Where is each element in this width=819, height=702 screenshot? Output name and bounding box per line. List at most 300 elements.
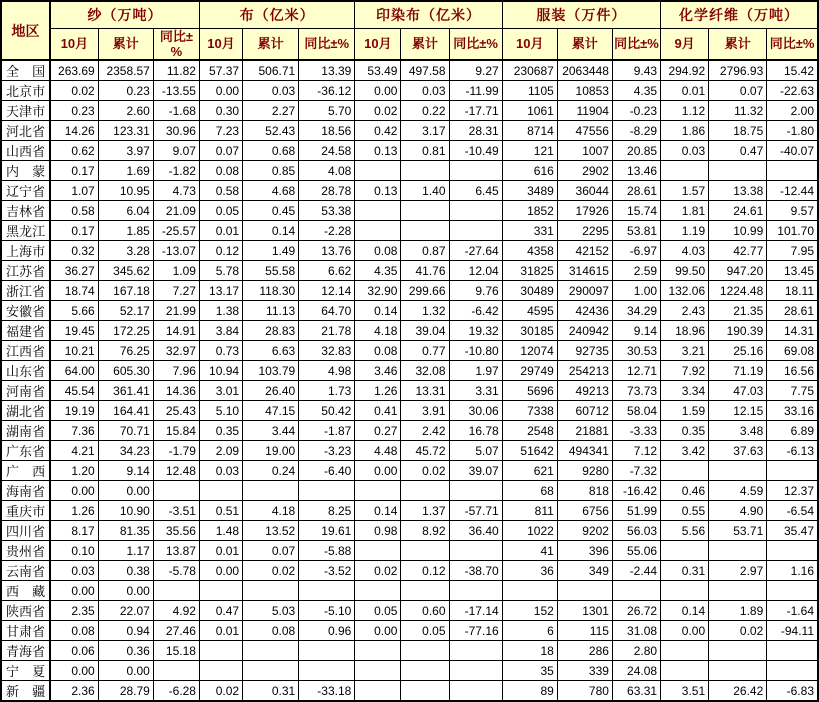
value-cell [243, 641, 299, 661]
group-header: 印染布（亿米） [355, 1, 502, 28]
value-cell: 24.58 [299, 141, 355, 161]
value-cell [401, 681, 449, 702]
value-cell: 0.00 [98, 581, 153, 601]
value-cell [661, 661, 709, 681]
value-cell: 19.45 [50, 321, 98, 341]
value-cell: 494341 [557, 441, 612, 461]
column-header: 同比±% [299, 28, 355, 60]
value-cell [401, 161, 449, 181]
value-cell: 1.38 [199, 301, 242, 321]
value-cell [612, 581, 660, 601]
value-cell: 19.00 [243, 441, 299, 461]
value-cell: 9.14 [98, 461, 153, 481]
value-cell: 361.41 [98, 381, 153, 401]
value-cell [355, 201, 401, 221]
value-cell: 0.05 [401, 621, 449, 641]
region-column-header: 地区 [1, 1, 50, 60]
value-cell: 0.23 [50, 101, 98, 121]
region-cell: 浙江省 [1, 281, 50, 301]
value-cell: 68 [502, 481, 557, 501]
value-cell: 30185 [502, 321, 557, 341]
value-cell: -25.57 [153, 221, 199, 241]
value-cell: 28.83 [243, 321, 299, 341]
value-cell: 0.14 [355, 301, 401, 321]
value-cell: -10.49 [449, 141, 502, 161]
value-cell: 13.87 [153, 541, 199, 561]
value-cell [709, 581, 767, 601]
region-cell: 江苏省 [1, 261, 50, 281]
value-cell: 47.15 [243, 401, 299, 421]
value-cell [355, 581, 401, 601]
table-row [1, 621, 818, 641]
value-cell: 1.69 [98, 161, 153, 181]
value-cell: 818 [557, 481, 612, 501]
value-cell: 6.04 [98, 201, 153, 221]
value-cell: 2902 [557, 161, 612, 181]
value-cell: 30.96 [153, 121, 199, 141]
value-cell: 28.61 [612, 181, 660, 201]
table-row [1, 241, 818, 261]
value-cell: -1.87 [299, 421, 355, 441]
column-header: 10月 [50, 28, 98, 60]
value-cell: -38.70 [449, 561, 502, 581]
value-cell: -2.28 [299, 221, 355, 241]
value-cell: 9.76 [449, 281, 502, 301]
value-cell [661, 161, 709, 181]
value-cell: -6.42 [449, 301, 502, 321]
value-cell: 9.14 [612, 321, 660, 341]
value-cell: 39.07 [449, 461, 502, 481]
value-cell [355, 541, 401, 561]
value-cell: 9202 [557, 521, 612, 541]
region-cell: 天津市 [1, 101, 50, 121]
value-cell: 506.71 [243, 60, 299, 81]
value-cell: 64.00 [50, 361, 98, 381]
value-cell: 0.47 [709, 141, 767, 161]
value-cell: -6.28 [153, 681, 199, 702]
value-cell: -6.83 [767, 681, 818, 702]
value-cell: 7338 [502, 401, 557, 421]
value-cell: 0.02 [355, 101, 401, 121]
value-cell: 339 [557, 661, 612, 681]
value-cell: 13.52 [243, 521, 299, 541]
value-cell: 51642 [502, 441, 557, 461]
value-cell: -5.10 [299, 601, 355, 621]
value-cell: 0.03 [401, 81, 449, 101]
value-cell: 57.37 [199, 60, 242, 81]
value-cell: 190.39 [709, 321, 767, 341]
region-cell: 贵州省 [1, 541, 50, 561]
value-cell: 41.76 [401, 261, 449, 281]
value-cell: 31825 [502, 261, 557, 281]
value-cell: 45.72 [401, 441, 449, 461]
value-cell: 16.56 [767, 361, 818, 381]
value-cell: 92735 [557, 341, 612, 361]
value-cell: 4.03 [661, 241, 709, 261]
value-cell [449, 481, 502, 501]
value-cell: 349 [557, 561, 612, 581]
value-cell: 10.94 [199, 361, 242, 381]
value-cell: 3.44 [243, 421, 299, 441]
table-row [1, 641, 818, 661]
value-cell [502, 581, 557, 601]
value-cell: 0.60 [401, 601, 449, 621]
value-cell [449, 541, 502, 561]
value-cell: 0.00 [98, 481, 153, 501]
value-cell: 1.26 [355, 381, 401, 401]
value-cell: 52.43 [243, 121, 299, 141]
value-cell: 3.21 [661, 341, 709, 361]
value-cell [709, 161, 767, 181]
value-cell: 0.00 [199, 561, 242, 581]
value-cell: 9.07 [153, 141, 199, 161]
value-cell: 10.90 [98, 501, 153, 521]
value-cell: 0.87 [401, 241, 449, 261]
table-row [1, 381, 818, 401]
value-cell: 0.45 [243, 201, 299, 221]
value-cell [243, 661, 299, 681]
table-body [1, 60, 818, 701]
region-cell: 宁夏 [1, 661, 50, 681]
value-cell: 0.00 [355, 461, 401, 481]
value-cell: 55.06 [612, 541, 660, 561]
value-cell: -0.23 [612, 101, 660, 121]
table-row [1, 341, 818, 361]
value-cell: 12.37 [767, 481, 818, 501]
value-cell [449, 161, 502, 181]
table-row [1, 561, 818, 581]
value-cell: 3.17 [401, 121, 449, 141]
value-cell: 1.86 [661, 121, 709, 141]
value-cell: 331 [502, 221, 557, 241]
value-cell: 0.22 [401, 101, 449, 121]
table-row [1, 661, 818, 681]
value-cell: 3.42 [661, 441, 709, 461]
value-cell: 0.30 [199, 101, 242, 121]
value-cell: -27.64 [449, 241, 502, 261]
value-cell: 314615 [557, 261, 612, 281]
region-cell: 河北省 [1, 121, 50, 141]
value-cell: 12.04 [449, 261, 502, 281]
value-cell: 947.20 [709, 261, 767, 281]
value-cell: 19.61 [299, 521, 355, 541]
region-cell: 内蒙 [1, 161, 50, 181]
value-cell: 22.07 [98, 601, 153, 621]
value-cell: 0.14 [661, 601, 709, 621]
table-row [1, 401, 818, 421]
value-cell: 0.68 [243, 141, 299, 161]
value-cell: 1105 [502, 81, 557, 101]
value-cell: 4.48 [355, 441, 401, 461]
value-cell: -40.07 [767, 141, 818, 161]
value-cell: 9.27 [449, 60, 502, 81]
value-cell: 9.57 [767, 201, 818, 221]
value-cell: 0.73 [199, 341, 242, 361]
column-header: 同比±% [612, 28, 660, 60]
value-cell: 53.38 [299, 201, 355, 221]
value-cell: 18 [502, 641, 557, 661]
value-cell: 0.00 [98, 661, 153, 681]
value-cell: 0.07 [709, 81, 767, 101]
value-cell: 616 [502, 161, 557, 181]
value-cell: 132.06 [661, 281, 709, 301]
value-cell: 0.46 [661, 481, 709, 501]
value-cell: -5.78 [153, 561, 199, 581]
column-header: 10月 [199, 28, 242, 60]
value-cell: 4.08 [299, 161, 355, 181]
value-cell: -57.71 [449, 501, 502, 521]
value-cell: 1.17 [98, 541, 153, 561]
value-cell: -22.63 [767, 81, 818, 101]
region-cell: 山东省 [1, 361, 50, 381]
value-cell: 5.70 [299, 101, 355, 121]
value-cell: -36.12 [299, 81, 355, 101]
value-cell: 0.08 [243, 621, 299, 641]
value-cell: 5.07 [449, 441, 502, 461]
value-cell: 8714 [502, 121, 557, 141]
value-cell: -6.13 [767, 441, 818, 461]
value-cell: 6.89 [767, 421, 818, 441]
value-cell: 1.48 [199, 521, 242, 541]
value-cell: 5.56 [661, 521, 709, 541]
value-cell: 1.00 [612, 281, 660, 301]
value-cell: 21881 [557, 421, 612, 441]
value-cell: 10.21 [50, 341, 98, 361]
region-cell: 四川省 [1, 521, 50, 541]
value-cell: 1.26 [50, 501, 98, 521]
value-cell: 0.02 [709, 621, 767, 641]
value-cell: 4.98 [299, 361, 355, 381]
value-cell: -3.23 [299, 441, 355, 461]
value-cell: 47.03 [709, 381, 767, 401]
region-cell: 重庆市 [1, 501, 50, 521]
value-cell [709, 461, 767, 481]
value-cell [355, 221, 401, 241]
table-row [1, 221, 818, 241]
value-cell: 0.32 [50, 241, 98, 261]
column-header: 9月 [661, 28, 709, 60]
value-cell: 51.99 [612, 501, 660, 521]
value-cell: -8.29 [612, 121, 660, 141]
value-cell: 36 [502, 561, 557, 581]
value-cell: 0.96 [299, 621, 355, 641]
value-cell: 103.79 [243, 361, 299, 381]
value-cell [449, 661, 502, 681]
value-cell [709, 641, 767, 661]
value-cell: 16.78 [449, 421, 502, 441]
value-cell: 3.28 [98, 241, 153, 261]
value-cell: 0.12 [401, 561, 449, 581]
table-row [1, 461, 818, 481]
region-cell: 广西 [1, 461, 50, 481]
value-cell [767, 581, 818, 601]
table-row [1, 181, 818, 201]
value-cell: -1.82 [153, 161, 199, 181]
value-cell [401, 661, 449, 681]
value-cell: -11.99 [449, 81, 502, 101]
value-cell: 7.95 [767, 241, 818, 261]
value-cell [557, 581, 612, 601]
value-cell: 2.27 [243, 101, 299, 121]
table-row [1, 161, 818, 181]
value-cell: 172.25 [98, 321, 153, 341]
value-cell: 0.00 [50, 661, 98, 681]
table-row [1, 481, 818, 501]
value-cell: 64.70 [299, 301, 355, 321]
column-header: 累计 [98, 28, 153, 60]
value-cell [449, 681, 502, 702]
value-cell: 4.18 [355, 321, 401, 341]
value-cell [661, 541, 709, 561]
value-cell: 30489 [502, 281, 557, 301]
value-cell: 14.26 [50, 121, 98, 141]
value-cell: 21.78 [299, 321, 355, 341]
value-cell: -77.16 [449, 621, 502, 641]
value-cell: 3.91 [401, 401, 449, 421]
value-cell [709, 541, 767, 561]
value-cell: 0.08 [50, 621, 98, 641]
value-cell [153, 481, 199, 501]
value-cell: 17926 [557, 201, 612, 221]
value-cell: 396 [557, 541, 612, 561]
value-cell: 11.32 [709, 101, 767, 121]
value-cell: 11.13 [243, 301, 299, 321]
value-cell: -6.54 [767, 501, 818, 521]
value-cell: 26.72 [612, 601, 660, 621]
value-cell: 53.49 [355, 60, 401, 81]
value-cell: -1.68 [153, 101, 199, 121]
value-cell: 42152 [557, 241, 612, 261]
value-cell: 3.84 [199, 321, 242, 341]
value-cell: 0.27 [355, 421, 401, 441]
value-cell: 0.31 [243, 681, 299, 702]
value-cell: 2.97 [709, 561, 767, 581]
value-cell: 2.80 [612, 641, 660, 661]
value-cell: 10.99 [709, 221, 767, 241]
value-cell: 14.31 [767, 321, 818, 341]
value-cell: 13.31 [401, 381, 449, 401]
value-cell: 1.40 [401, 181, 449, 201]
table-row [1, 201, 818, 221]
table-row [1, 281, 818, 301]
value-cell: 1.57 [661, 181, 709, 201]
value-cell: 1.37 [401, 501, 449, 521]
table-header [1, 1, 818, 60]
value-cell: 5.78 [199, 261, 242, 281]
table-row [1, 581, 818, 601]
table-row [1, 101, 818, 121]
value-cell: 7.96 [153, 361, 199, 381]
value-cell: 0.00 [199, 81, 242, 101]
value-cell: 12074 [502, 341, 557, 361]
value-cell: 345.62 [98, 261, 153, 281]
value-cell: 0.03 [50, 561, 98, 581]
value-cell: 123.31 [98, 121, 153, 141]
value-cell: 2.35 [50, 601, 98, 621]
value-cell [355, 681, 401, 702]
value-cell: 21.99 [153, 301, 199, 321]
value-cell: 299.66 [401, 281, 449, 301]
value-cell: 5696 [502, 381, 557, 401]
value-cell: 15.18 [153, 641, 199, 661]
value-cell: 294.92 [661, 60, 709, 81]
value-cell [243, 481, 299, 501]
value-cell: 4358 [502, 241, 557, 261]
value-cell: -16.42 [612, 481, 660, 501]
value-cell [299, 581, 355, 601]
value-cell: 0.08 [355, 341, 401, 361]
table-row [1, 421, 818, 441]
value-cell: 30.06 [449, 401, 502, 421]
value-cell: 3.31 [449, 381, 502, 401]
region-cell: 江西省 [1, 341, 50, 361]
region-cell: 甘肃省 [1, 621, 50, 641]
value-cell: 101.70 [767, 221, 818, 241]
value-cell: 32.97 [153, 341, 199, 361]
region-cell: 广东省 [1, 441, 50, 461]
value-cell: 7.92 [661, 361, 709, 381]
value-cell: 1301 [557, 601, 612, 621]
value-cell [199, 641, 242, 661]
value-cell: 0.13 [355, 141, 401, 161]
value-cell: 7.36 [50, 421, 98, 441]
value-cell: 53.71 [709, 521, 767, 541]
value-cell: 13.38 [709, 181, 767, 201]
value-cell: 32.83 [299, 341, 355, 361]
value-cell: 2.43 [661, 301, 709, 321]
value-cell: 240942 [557, 321, 612, 341]
value-cell: 0.31 [661, 561, 709, 581]
value-cell: 5.10 [199, 401, 242, 421]
value-cell: 2295 [557, 221, 612, 241]
value-cell: 0.00 [355, 621, 401, 641]
value-cell: 2.09 [199, 441, 242, 461]
value-cell: 14.36 [153, 381, 199, 401]
value-cell: 42.77 [709, 241, 767, 261]
value-cell: 7.12 [612, 441, 660, 461]
region-cell: 湖北省 [1, 401, 50, 421]
value-cell: 30.53 [612, 341, 660, 361]
value-cell: 21.09 [153, 201, 199, 221]
value-cell: 1224.48 [709, 281, 767, 301]
value-cell: 4.68 [243, 181, 299, 201]
value-cell: 89 [502, 681, 557, 702]
value-cell: 1.07 [50, 181, 98, 201]
value-cell: 25.16 [709, 341, 767, 361]
value-cell: 0.12 [199, 241, 242, 261]
value-cell: 3.34 [661, 381, 709, 401]
table-row [1, 321, 818, 341]
value-cell: 5.66 [50, 301, 98, 321]
column-header: 10月 [355, 28, 401, 60]
region-cell: 北京市 [1, 81, 50, 101]
region-cell: 新疆 [1, 681, 50, 702]
value-cell: 36.40 [449, 521, 502, 541]
value-cell: -10.80 [449, 341, 502, 361]
value-cell [153, 661, 199, 681]
value-cell [299, 481, 355, 501]
value-cell: 0.55 [661, 501, 709, 521]
value-cell: 8.25 [299, 501, 355, 521]
region-cell: 云南省 [1, 561, 50, 581]
value-cell [449, 201, 502, 221]
value-cell: 0.85 [243, 161, 299, 181]
region-cell: 黑龙江 [1, 221, 50, 241]
value-cell: 27.46 [153, 621, 199, 641]
value-cell: 0.47 [199, 601, 242, 621]
value-cell: 3.97 [98, 141, 153, 161]
value-cell: 4.92 [153, 601, 199, 621]
